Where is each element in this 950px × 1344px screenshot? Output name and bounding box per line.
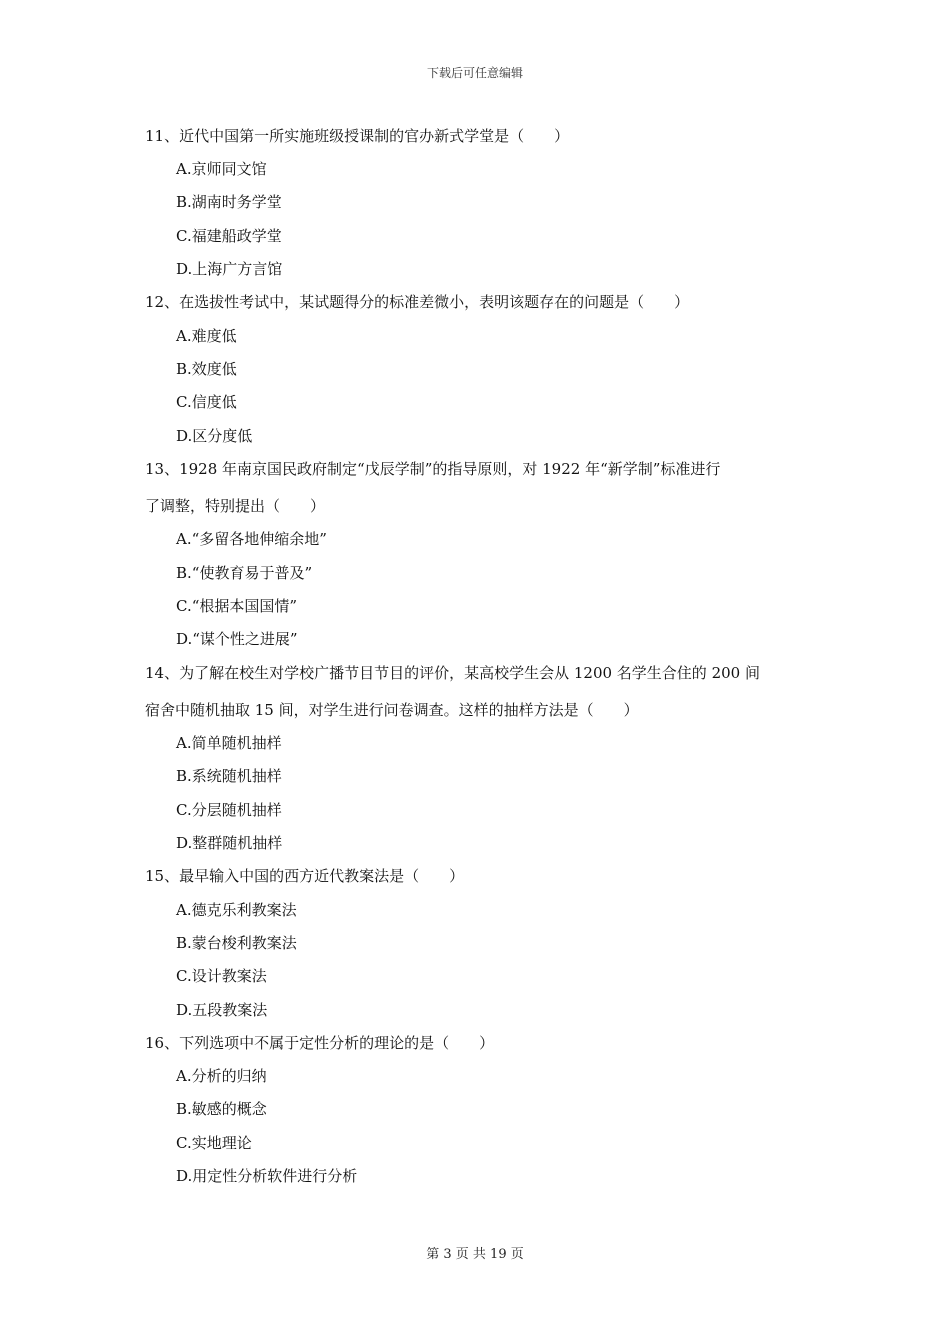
question-13-option-a: A.“多留各地伸缩余地” <box>176 530 327 548</box>
question-15-option-b: B.蒙台梭利教案法 <box>176 934 297 952</box>
question-14: 14、为了解在校生对学校广播节目节目的评价，某高校学生会从 1200 名学生合住的 200 间 <box>145 664 760 682</box>
question-13-option-d: D.“谋个性之进展” <box>176 630 298 648</box>
question-15-option-c: C.设计教案法 <box>176 967 267 985</box>
question-14-option-b: B.系统随机抽样 <box>176 767 282 785</box>
question-14-option-d: D.整群随机抽样 <box>176 834 283 852</box>
question-15-option-d: D.五段教案法 <box>176 1001 268 1019</box>
question-13: 13、1928 年南京国民政府制定“戊辰学制”的指导原则，对 1922 年“新学制”标准进行 <box>145 460 721 478</box>
question-14-option-a: A.简单随机抽样 <box>176 734 282 752</box>
question-11-option-d: D.上海广方言馆 <box>176 260 283 278</box>
question-12-option-b: B.效度低 <box>176 360 237 378</box>
question-11-option-a: A.京师同文馆 <box>176 160 267 178</box>
question-15: 15、最早输入中国的西方近代教案法是（ ） <box>145 867 465 885</box>
question-11-option-c: C.福建船政学堂 <box>176 227 282 245</box>
question-12-option-d: D.区分度低 <box>176 427 253 445</box>
question-16-option-c: C.实地理论 <box>176 1134 252 1152</box>
question-15-option-a: A.德克乐利教案法 <box>176 901 297 919</box>
question-14-continued: 宿舍中随机抽取 15 间，对学生进行问卷调查。这样的抽样方法是（ ） <box>145 701 639 719</box>
question-13-option-c: C.“根据本国国情” <box>176 597 298 615</box>
page-number-footer: 第 3 页 共 19 页 <box>426 1247 524 1262</box>
question-11: 11、近代中国第一所实施班级授课制的官办新式学堂是（ ） <box>145 127 570 145</box>
question-16-option-b: B.敏感的概念 <box>176 1100 267 1118</box>
question-14-option-c: C.分层随机抽样 <box>176 801 282 819</box>
question-13-continued: 了调整，特别提出（ ） <box>145 497 326 515</box>
question-12-option-c: C.信度低 <box>176 393 237 411</box>
question-11-option-b: B.湖南时务学堂 <box>176 193 282 211</box>
question-16: 16、下列选项中不属于定性分析的理论的是（ ） <box>145 1034 495 1052</box>
page-header: 下载后可任意编辑 <box>426 66 523 80</box>
question-13-option-b: B.“使教育易于普及” <box>176 564 313 582</box>
question-12: 12、在选拔性考试中，某试题得分的标准差微小，表明该题存在的问题是（ ） <box>145 293 690 311</box>
question-16-option-d: D.用定性分析软件进行分析 <box>176 1167 358 1185</box>
question-12-option-a: A.难度低 <box>176 327 237 345</box>
question-16-option-a: A.分析的归纳 <box>176 1067 267 1085</box>
